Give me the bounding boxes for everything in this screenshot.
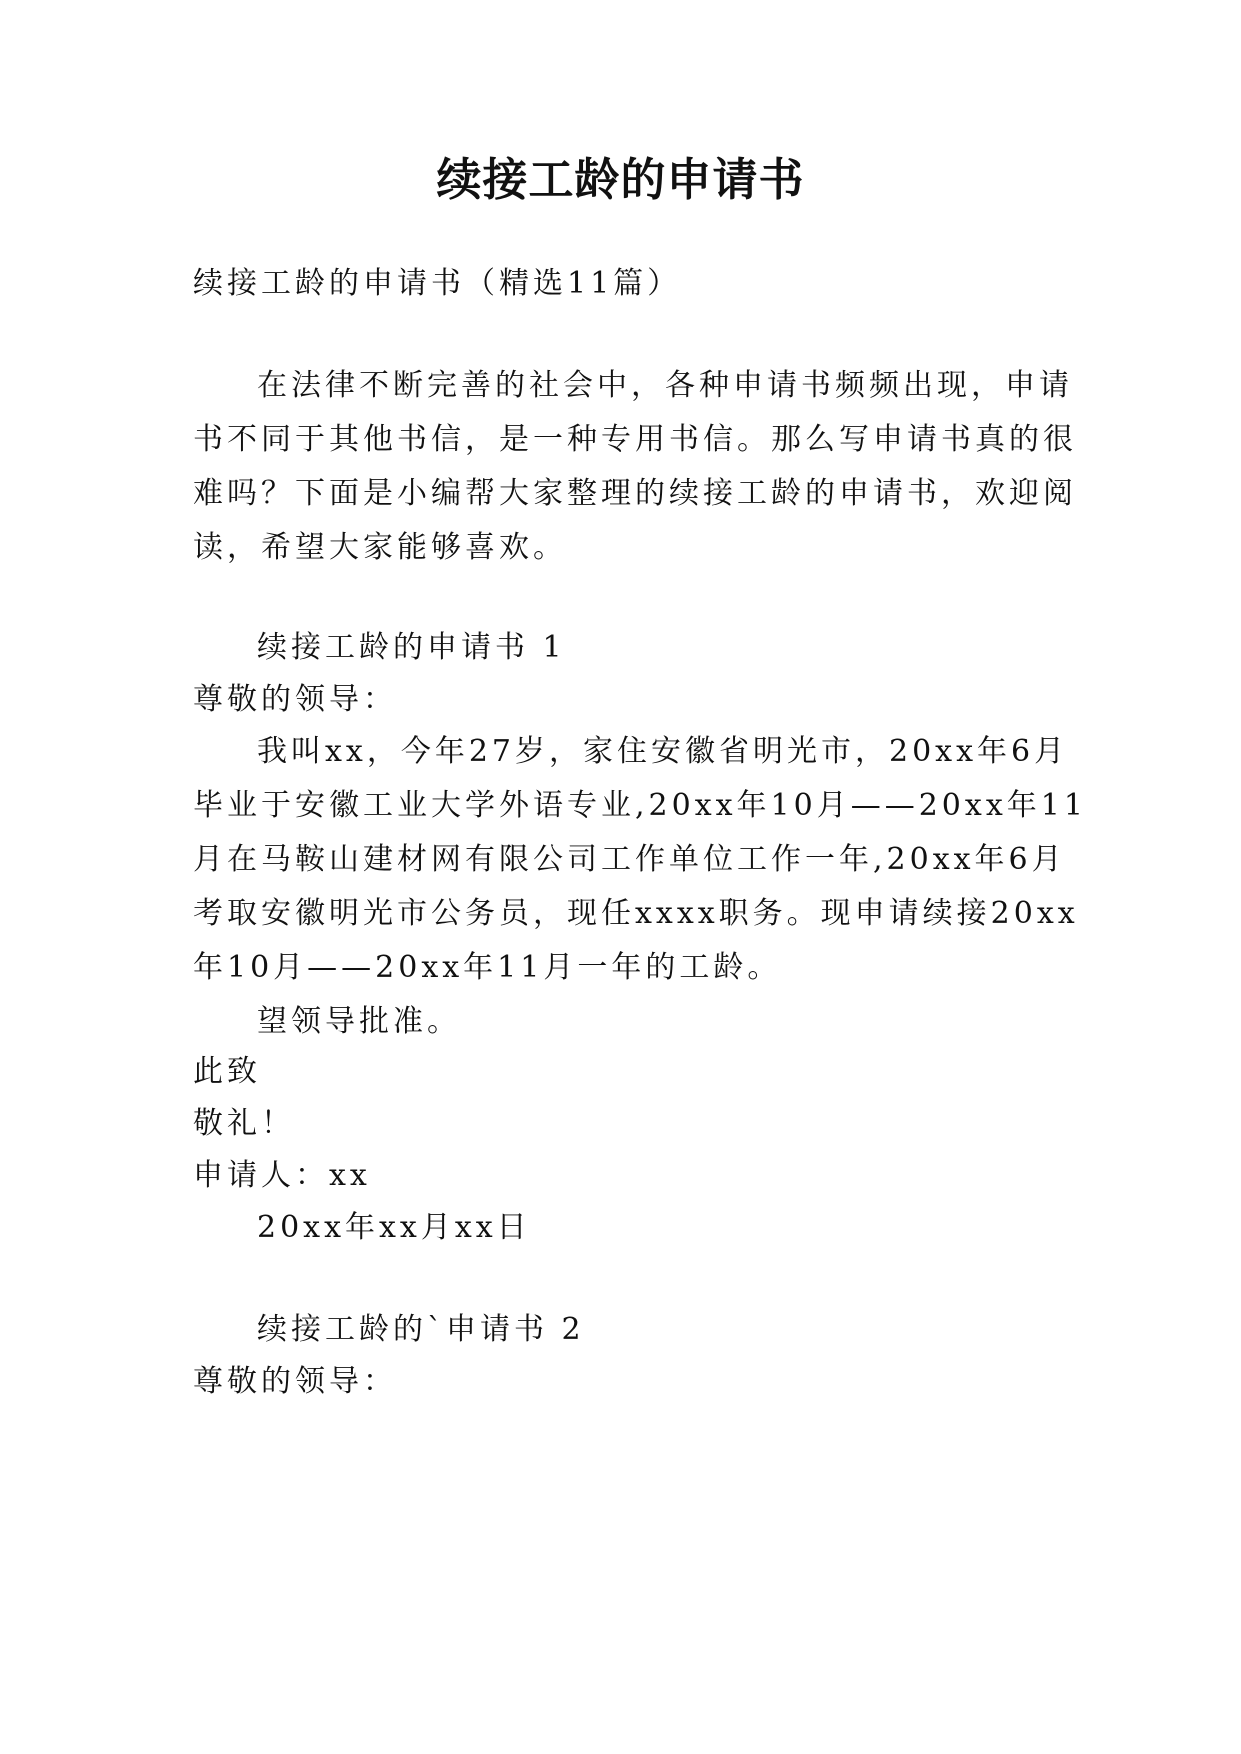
intro-line-3: 难吗？下面是小编帮大家整理的续接工龄的申请书，欢迎阅 xyxy=(193,476,1077,511)
letter-1-body-line-4: 考取安徽明光市公务员，现任xxxx职务。现申请续接20xx xyxy=(193,896,1079,931)
intro-line-4: 读，希望大家能够喜欢。 xyxy=(193,530,567,565)
letter-1-date: 20xx年xx月xx日 xyxy=(257,1210,531,1245)
letter-1-body-line-3: 月在马鞍山建材网有限公司工作单位工作一年,20xx年6月 xyxy=(193,842,1066,877)
letter-1-salutation: 尊敬的领导： xyxy=(193,682,397,717)
intro-line-2: 书不同于其他书信，是一种专用书信。那么写申请书真的很 xyxy=(193,422,1077,457)
letter-2-heading: 续接工龄的`申请书 2 xyxy=(257,1312,585,1347)
letter-1-heading: 续接工龄的申请书 1 xyxy=(257,630,566,665)
letter-1-request: 望领导批准。 xyxy=(257,1004,461,1039)
letter-1-closing-1: 此致 xyxy=(193,1054,261,1089)
letter-1-body-line-5: 年10月——20xx年11月一年的工龄。 xyxy=(193,950,782,985)
letter-1-closing-2: 敬礼！ xyxy=(193,1106,295,1141)
letter-1-body-line-1: 我叫xx，今年27岁，家住安徽省明光市，20xx年6月 xyxy=(257,734,1069,769)
document-subtitle: 续接工龄的申请书（精选11篇） xyxy=(193,266,682,301)
letter-2-salutation: 尊敬的领导： xyxy=(193,1364,397,1399)
letter-1-body-line-2: 毕业于安徽工业大学外语专业,20xx年10月——20xx年11 xyxy=(193,788,1087,823)
document-title: 续接工龄的申请书 xyxy=(436,153,805,206)
intro-line-1: 在法律不断完善的社会中，各种申请书频频出现，申请 xyxy=(257,368,1073,403)
letter-1-applicant: 申请人：xx xyxy=(193,1158,371,1193)
